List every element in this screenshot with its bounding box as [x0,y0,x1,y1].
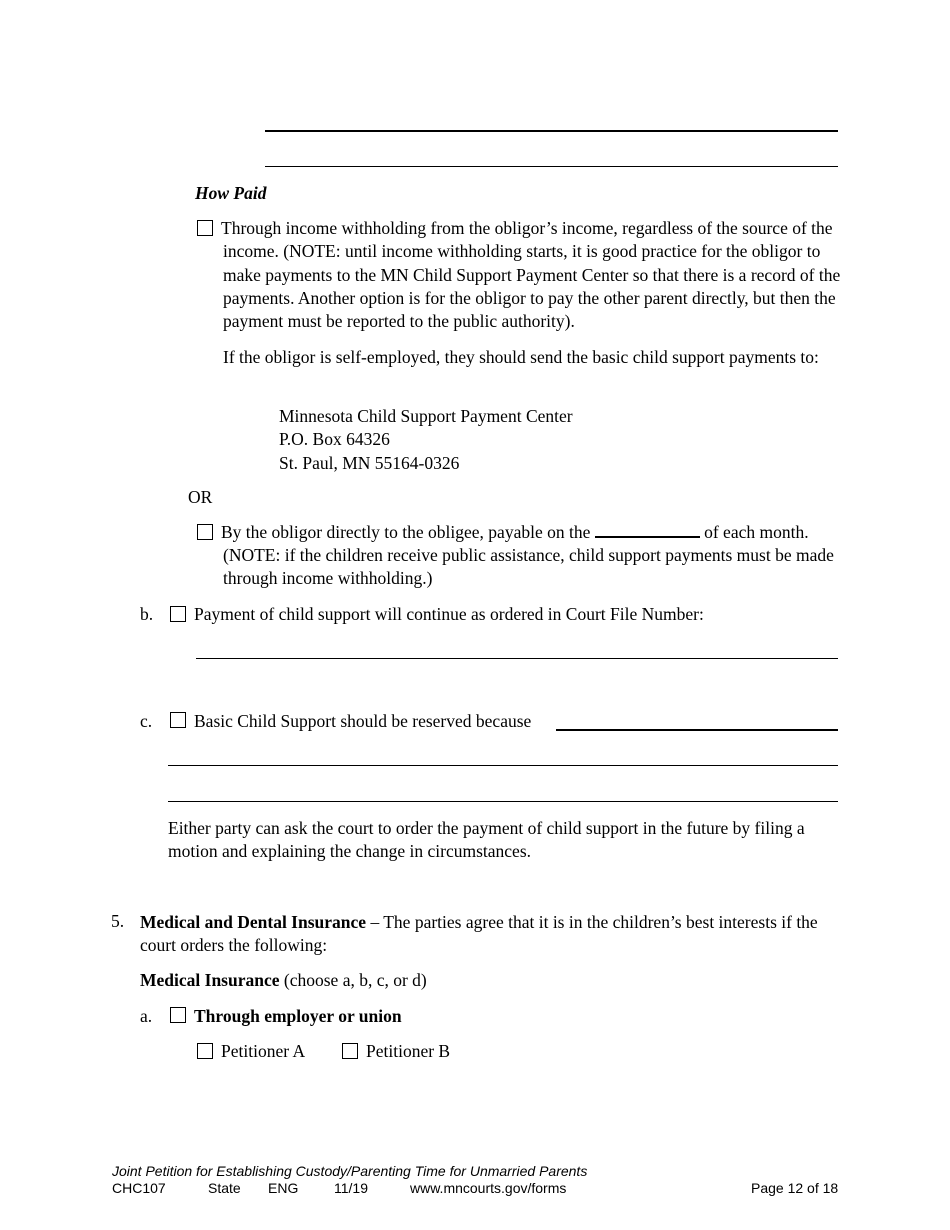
petitioner-a-checkbox[interactable] [197,1043,213,1059]
petitioner-a-label: Petitioner A [221,1041,306,1061]
direct-payment-text-a: By the obligor directly to the obligee, payable on the [221,522,591,542]
direct-payment-text-b: of each month. [704,522,809,542]
direct-payment-note: (NOTE: if the children receive public assistance, child support payments must be made through income withholding.) [223,545,834,589]
reserve-support-text: Basic Child Support should be reserved because [194,711,532,731]
item-a-letter: a. [140,1006,153,1026]
employer-union-label: Through employer or union [194,1006,402,1026]
continue-order-text: Payment of child support will continue as ordered in Court File Number: [194,604,704,624]
footer-jurisdiction: State [208,1180,241,1196]
footer-page-number: Page 12 of 18 [751,1180,839,1196]
petitioner-b-checkbox[interactable] [342,1043,358,1059]
income-withholding-checkbox[interactable] [197,220,213,236]
address-line-1: Minnesota Child Support Payment Center [279,406,573,426]
item-c-letter: c. [140,711,153,731]
payment-center-address [279,405,679,475]
payment-day-field[interactable] [595,521,700,538]
item-b-letter: b. [140,604,154,624]
section-5-title: Medical and Dental Insurance [140,912,367,932]
court-file-number-field[interactable] [196,658,838,659]
footer-form-code: CHC107 [112,1180,166,1196]
section-5-number: 5. [111,911,125,931]
petitioner-b-label: Petitioner B [366,1041,451,1061]
income-withholding-text: Through income withholding from the obligor’s income, regardless of the source of the income. (NOTE: until income withholding starts, it is good practice for the obligor to make payments to the MN Child Support Payment Center so that there is a record of the payments. Another option is for the obligor to pay the other parent directly, but then the payment must be reported to the public authority). [221,218,841,332]
address-line-3: St. Paul, MN 55164-0326 [279,452,460,473]
footer-form-title: Joint Petition for Establishing Custody/Parenting Time for Unmarried Parents [112,1163,588,1179]
reserve-reason-field-1[interactable] [556,729,838,731]
direct-payment-line [221,521,861,544]
footer-url[interactable]: www.mncourts.gov/forms [410,1180,567,1196]
direct-payment-checkbox[interactable] [197,524,213,540]
section-5-description: – The parties agree that it is in the children’s best interests if the court orders the following: [140,912,818,956]
employer-union-checkbox[interactable] [170,1007,186,1023]
blank-line-2[interactable] [265,166,838,167]
medical-insurance-instruction: (choose a, b, c, or d) [279,970,427,990]
footer-language: ENG [268,1180,299,1196]
continue-order-checkbox[interactable] [170,606,186,622]
section-5-text [140,911,850,958]
self-employed-text: If the obligor is self-employed, they should send the basic child support payments to: [223,347,819,367]
footer-revision: 11/19 [334,1180,368,1196]
medical-insurance-heading [140,970,427,991]
how-paid-heading: How Paid [195,183,267,203]
address-line-2: P.O. Box 64326 [279,429,390,450]
blank-line-1[interactable] [265,130,838,132]
reserve-reason-field-2[interactable] [168,765,838,766]
future-support-text: Either party can ask the court to order the payment of child support in the future by filing a motion and explaining the change in circumstances. [168,818,805,862]
reserve-reason-field-3[interactable] [168,801,838,802]
or-label: OR [188,487,213,507]
medical-insurance-title: Medical Insurance [140,970,280,990]
reserve-support-checkbox[interactable] [170,712,186,728]
